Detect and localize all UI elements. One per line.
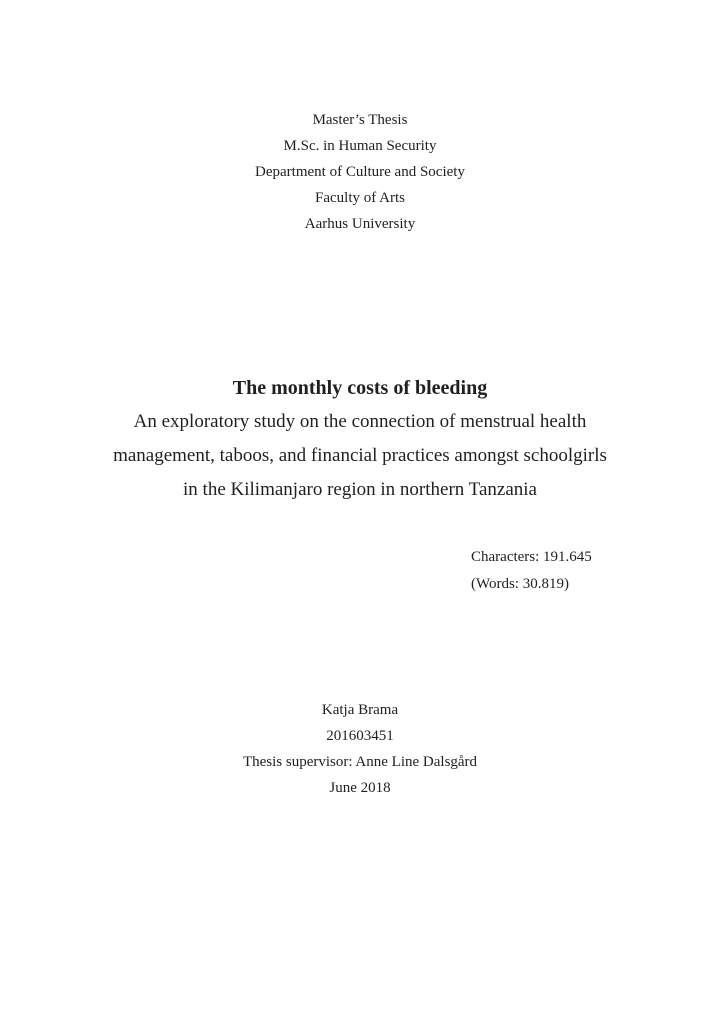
university: Aarhus University xyxy=(304,216,416,232)
author-block xyxy=(0,697,720,801)
character-count: Characters: 191.645 xyxy=(471,549,592,565)
thesis-subtitle-line: management, taboos, and financial practices amongst schoolgirls xyxy=(113,445,607,466)
thesis-subtitle-line: in the Kilimanjaro region in northern Tanzania xyxy=(183,479,537,500)
supervisor: Thesis supervisor: Anne Line Dalsgård xyxy=(242,754,478,770)
word-count-block xyxy=(471,544,720,598)
thesis-subtitle-line: An exploratory study on the connection of menstrual health xyxy=(133,411,587,432)
word-count: (Words: 30.819) xyxy=(471,576,569,592)
title-block xyxy=(0,371,720,507)
thesis-type: Master’s Thesis xyxy=(312,112,408,128)
department: Department of Culture and Society xyxy=(255,164,465,180)
institution-header xyxy=(0,0,720,237)
faculty: Faculty of Arts xyxy=(315,190,405,206)
degree-program: M.Sc. in Human Security xyxy=(283,138,437,154)
date: June 2018 xyxy=(329,780,391,796)
thesis-title: The monthly costs of bleeding xyxy=(232,377,488,399)
author-name: Katja Brama xyxy=(321,702,399,718)
student-id: 201603451 xyxy=(326,728,394,744)
